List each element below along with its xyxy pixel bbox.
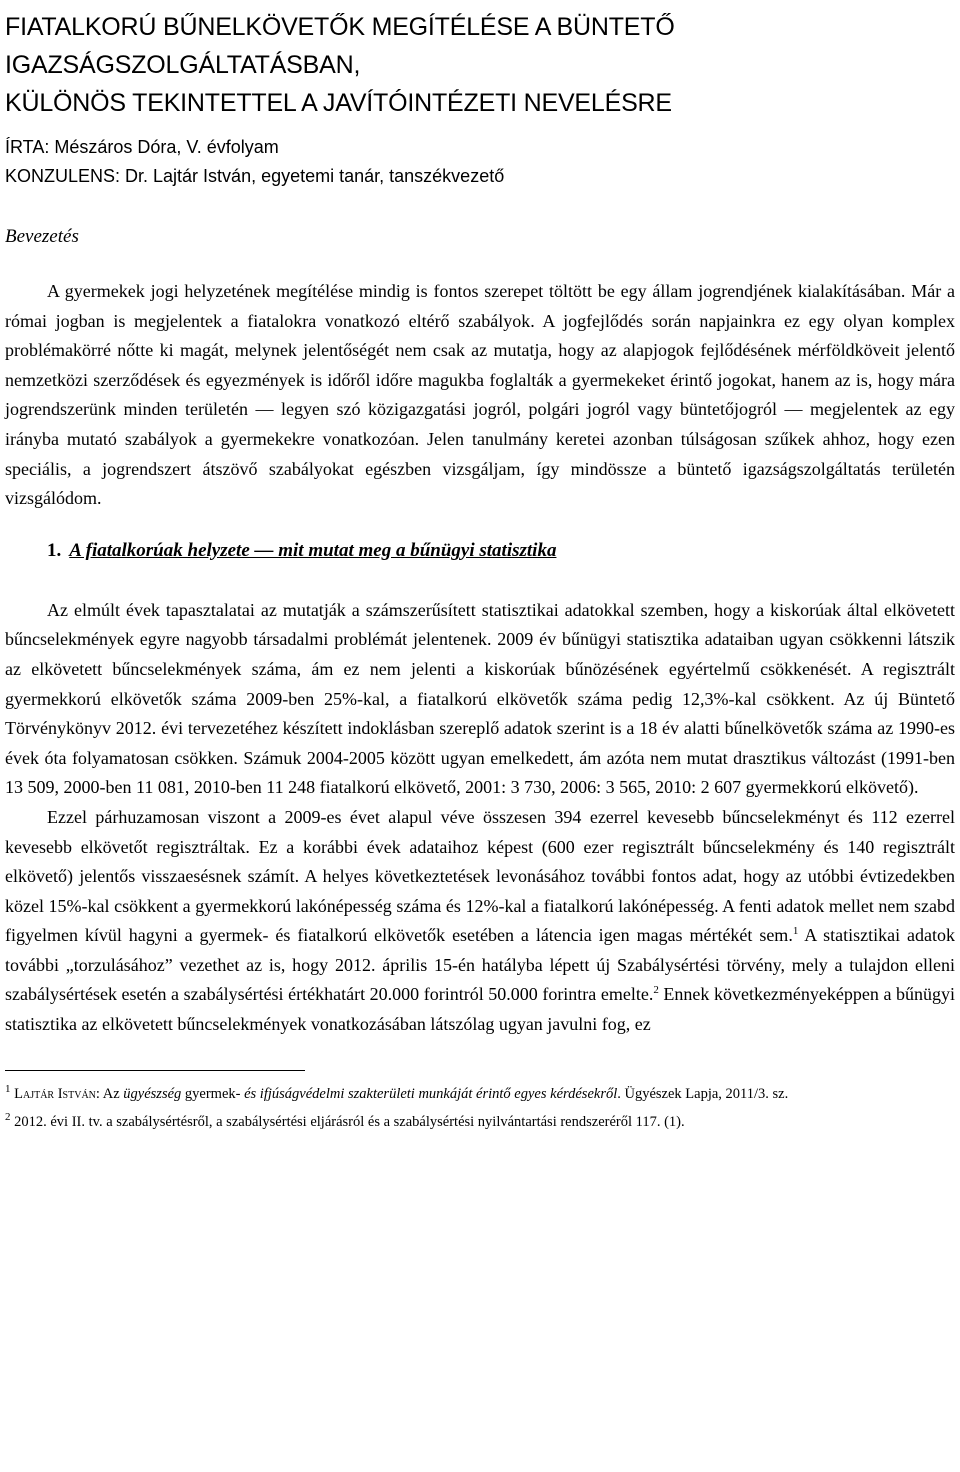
- intro-paragraph: A gyermekek jogi helyzetének megítélése mindig is fontos szerepet töltött be egy állam jogrendjének kialakításában. Már a római jogban is megjelentek a fiatalokra vonatkozó eltérő szabályok. A jogfejlődés során napjainkra ez egy olyan komplex problémakörré nőtte ki magát, melynek jelentőségét nem csak az mutatja, hogy az alapjogok fejlődésének mérföldköveit jelentő nemzetközi szerződések és egyezmények is időről időre magukba foglalták a gyermekeket érintő jogokat, hanem az is, hogy mára jogrendszerünk minden területén — legyen szó közigazgatási jogról, polgári jogról vagy büntetőjogról — megjelentek az egy irányba mutató szabályok a gyermekekre vonatkozóan. Jelen tanulmány keretei azonban túlságosan szűkek ahhoz, hogy ezen speciális, a jogrendszert átszövő szabályokat egészben vizsgáljam, így mindössze a büntető igazságszolgáltatás területén vizsgálódom.: [5, 281, 955, 509]
- footnote-title: ügyészség: [123, 1085, 182, 1102]
- footnote-divider: [5, 1070, 305, 1071]
- footnote-1: [5, 1083, 955, 1105]
- paragraph-text: Ezzel párhuzamosan viszont a 2009-es évet alapul véve összesen 394 ezerrel kevesebb bűncselekményt és 112 ezerrel kevesebb elkövetőt regisztráltak. Ez a korábbi évek adataihoz képest (600 ezer regisztrált bűncselekmény és 140 regisztrált elkövető) jelentős visszaesésnek számít. A helyes következtetések levonásához további fontos adat, hogy az utóbbi évtizedekben közel 15%-kal csökkent a gyermekkorú lakónépesség száma és 12%-kal a fiatalkorú lakónépesség. A fenti adatok mellet nem szabd figyelmen kívül hagyni a gyermek- és fiatalkorú elkövetők esetében a látencia igen magas mértékét sem.: [5, 806, 955, 946]
- paragraph-text: Ennek következményeképpen a bűnügyi statisztika az elkövetett bűncselekmények vonatkozásában látszólag ugyan javulni fog, ez: [5, 984, 956, 1035]
- author-block: [5, 133, 955, 191]
- footnote-title: és ifjúságvédelmi szakterületi munkáját érintő egyes kérdésekről: [244, 1085, 618, 1102]
- title-line-1: FIATALKORÚ BŰNELKÖVETŐK MEGÍTÉLÉSE A BÜNTETŐ: [5, 13, 675, 41]
- title-line-2: IGAZSÁGSZOLGÁLTATÁSBAN,: [5, 51, 361, 79]
- section-1-paragraph-1: Az elmúlt évek tapasztalatai az mutatják a számszerűsített statisztikai adatokkal szemben, hogy a kiskorúak által elkövetett bűncselekmények egyre nagyobb társadalmi problémát jelentenek. 2009 év bűnügyi statisztika adataiban ugyan csökkenni látszik az elkövetett bűncselekmények száma, ám ez nem jelenti a kiskorúak bűnözésének egyértelmű csökkenését. A regisztrált gyermekkorú elkövetők száma 2009-ben 25%-kal, a fiatalkorú elkövetők száma pedig 12,3%-kal csökkent. Az új Büntető Törvénykönyv 2012. évi tervezetéhez készített indoklásban szereplő adatok szerint is a 18 év alatti bűnelkövetők száma az 1990-es évek óta folyamatosan csökken. Számuk 2004-2005 között ugyan emelkedett, ám azóta nem mutat drasztikus változást (1991-ben 13 509, 2000-ben 11 081, 2010-ben 11 248 fiatalkorú elkövető, 2001: 3 730, 2006: 3 565, 2010: 2 607 gyermekkorú elkövető).: [5, 599, 955, 798]
- footnote-2: [5, 1111, 955, 1133]
- author-line: ÍRTA: Mészáros Dóra, V. évfolyam: [5, 137, 279, 157]
- title-line-3: KÜLÖNÖS TEKINTETTEL A JAVÍTÓINTÉZETI NEVELÉSRE: [5, 89, 672, 117]
- footnote-number: 2: [5, 1110, 11, 1123]
- section-title: A fiatalkorúak helyzete — mit mutat meg a bűnügyi statisztika: [69, 539, 557, 561]
- footnote-number: 1: [5, 1082, 11, 1095]
- section-1-paragraph-2: [5, 803, 955, 1040]
- footnote-text: gyermek-: [181, 1085, 245, 1102]
- footnote-text: 2012. évi II. tv. a szabálysértésről, a szabálysértési eljárásról és a szabálysértési nyilvántartási rendszeréről 117. (1).: [10, 1113, 685, 1130]
- paragraph-text: A statisztikai adatok további „torzulásához” vezethet az is, hogy 2012. április 15-én hatályba lépett új Szabálysértési törvény, mely a tulajdon elleni szabálysértések esetén a szabálysértési értékhatárt 20.000 forintról 50.000 forintra emelte.: [5, 925, 956, 1005]
- footnote-author: Lajtár István:: [14, 1085, 100, 1102]
- consultant-line: KONZULENS: Dr. Lajtár István, egyetemi tanár, tanszékvezető: [5, 166, 505, 186]
- section-number: 1.: [47, 539, 62, 561]
- footnote-text: Az: [99, 1085, 124, 1102]
- footnote-ref-1[interactable]: 1: [792, 925, 799, 938]
- footnote-ref-2[interactable]: 2: [653, 984, 659, 997]
- document-page: [5, 0, 955, 1133]
- footnote-text: . Ügyészek Lapja, 2011/3. sz.: [617, 1085, 789, 1102]
- document-title: [5, 8, 955, 122]
- section-1-heading: [47, 536, 955, 566]
- intro-heading: Bevezetés: [5, 226, 79, 247]
